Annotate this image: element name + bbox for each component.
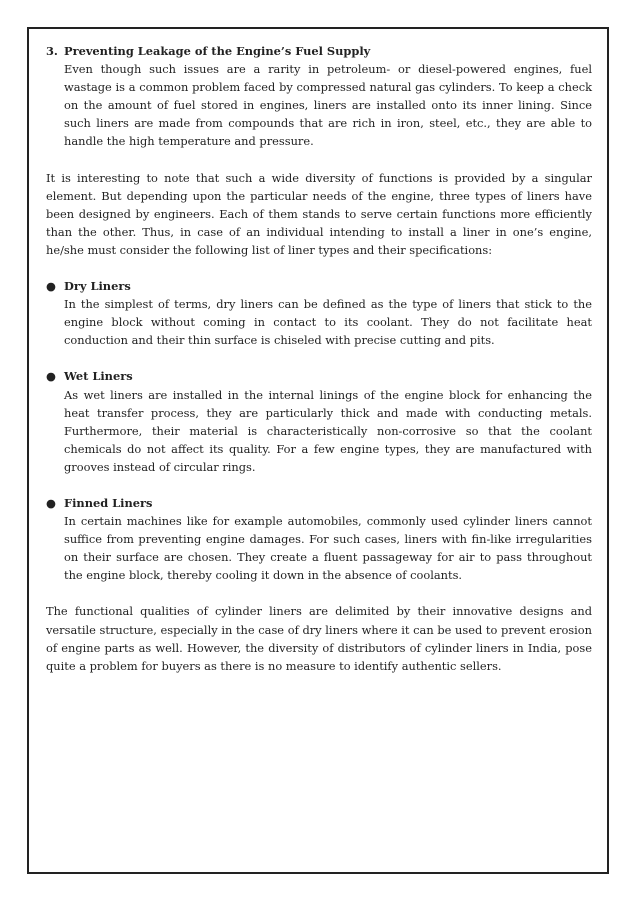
liner-title: Dry Liners <box>64 279 131 294</box>
section-fuel-leakage <box>46 42 592 151</box>
bullet-icon: ● <box>46 279 56 294</box>
liner-title: Wet Liners <box>64 369 133 384</box>
liner-description: In certain machines like for example automobiles, commonly used cylinder liners cannot suffice from preventing engine damages. For such cases, liners with fin-like irregularities on their surface are chosen. They create a fluent passageway for air to pass throughout the engine block, thereby cooling it down in the absence of coolants. <box>64 514 592 583</box>
liner-heading <box>46 367 592 385</box>
liner-item-finned <box>46 494 592 584</box>
section-body: Even though such issues are a rarity in petroleum- or diesel-powered engines, fuel wastage is a common problem faced by compressed natural gas cylinders. To keep a check on the amount of fuel stored in engines, liners are installed onto its inner lining. Since such liners are made from compounds that are rich in iron, steel, etc., they are able to handle the high temperature and pressure. <box>64 62 592 149</box>
liner-heading <box>46 277 592 295</box>
bullet-icon: ● <box>46 369 56 384</box>
liner-description: As wet liners are installed in the internal linings of the engine block for enhancing the heat transfer process, they are particularly thick and made with conducting metals. Furthermore, their material is characteristically non-corrosive so that the coolant chemicals do not affect its quality. For a few engine types, they are manufactured with grooves instead of circular rings. <box>64 387 592 474</box>
intro-paragraph: It is interesting to note that such a wide diversity of functions is provided by a singular element. But depending upon the particular needs of the engine, three types of liners have been designed by engineers. Each of them stands to serve certain functions more efficiently than the other. Thus, in case of an individual intending to install a liner in one’s engine, he/she must consider the following list of liner types and their specifications: <box>46 170 592 257</box>
liner-title: Finned Liners <box>64 495 153 510</box>
section-title: Preventing Leakage of the Engine’s Fuel Supply <box>64 44 371 58</box>
bullet-icon: ● <box>46 495 56 510</box>
document-body <box>46 42 592 675</box>
liner-description: In the simplest of terms, dry liners can be defined as the type of liners that stick to the engine block without coming in contact to its coolant. They do not facilitate heat conduction and their thin surface is chiseled with precise cutting and pits. <box>64 297 592 348</box>
liner-item-dry <box>46 277 592 349</box>
section-number: 3. <box>46 44 58 58</box>
closing-paragraph: The functional qualities of cylinder liners are delimited by their innovative designs and versatile structure, especially in the case of dry liners where it can be used to prevent erosion of engine parts as well. However, the diversity of distributors of cylinder liners in India, pose quite a problem for buyers as there is no measure to identify authentic sellers. <box>46 604 592 673</box>
liner-heading <box>46 494 592 512</box>
section-heading <box>46 42 592 60</box>
liner-item-wet <box>46 367 592 476</box>
